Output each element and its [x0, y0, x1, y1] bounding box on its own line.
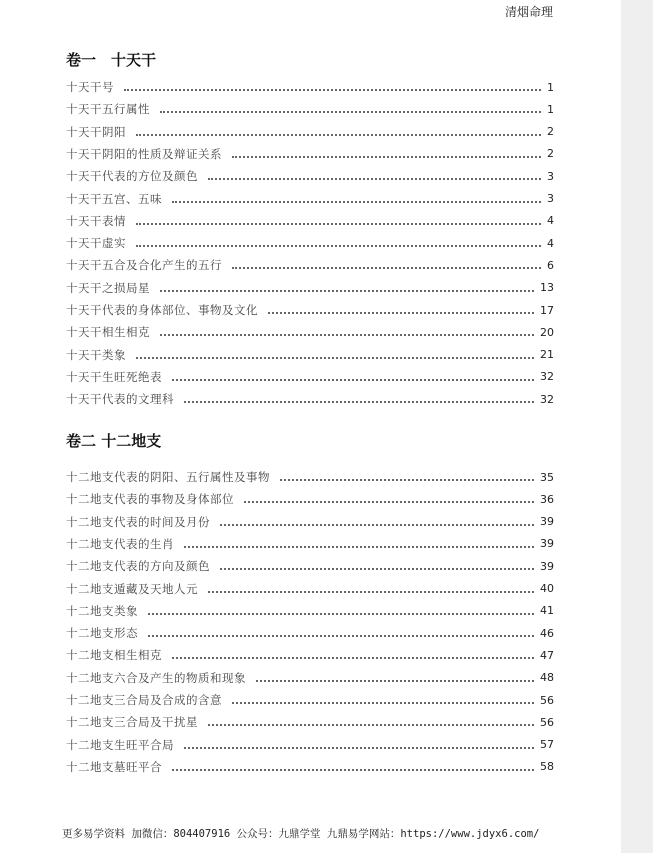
toc-entry-page: 57 — [540, 738, 554, 752]
toc-leader-dots — [172, 769, 534, 771]
toc-entry-label: 十二地支相生相克 — [66, 648, 162, 663]
toc-entry-label: 十二地支代表的时间及月份 — [66, 514, 210, 529]
toc-entry[interactable] — [66, 622, 554, 644]
toc-entry-page: 39 — [540, 559, 554, 573]
toc-leader-dots — [148, 635, 534, 637]
toc-entry-label: 十天干五宫、五味 — [66, 191, 162, 206]
toc-entry-page: 56 — [540, 715, 554, 729]
toc-entry-label: 十二地支形态 — [66, 626, 138, 641]
toc-entry-page: 1 — [547, 80, 554, 94]
toc-entry-page: 46 — [540, 626, 554, 640]
toc-leader-dots — [172, 657, 534, 659]
toc-entry[interactable] — [66, 254, 554, 276]
toc-entry-label: 十二地支代表的阴阳、五行属性及事物 — [66, 470, 270, 484]
toc-entry-label: 十天干五行属性 — [66, 102, 150, 117]
toc-entry-label: 十二地支三合局及合成的含意 — [66, 693, 222, 707]
toc-leader-dots — [124, 89, 541, 91]
toc-entry-label: 十天干相生相克 — [66, 325, 150, 340]
toc-leader-dots — [136, 134, 541, 136]
toc-entry-label: 十二地支墓旺平合 — [66, 759, 162, 774]
toc-entry-label: 十二地支代表的事物及身体部位 — [66, 492, 234, 507]
toc-leader-dots — [160, 334, 534, 336]
toc-entry-label: 十二地支三合局及干扰星 — [66, 715, 198, 730]
toc-entry[interactable] — [66, 466, 554, 488]
toc-entry[interactable] — [66, 689, 554, 711]
toc-leader-dots — [280, 479, 534, 481]
toc-entry-page: 4 — [547, 236, 554, 250]
toc-leader-dots — [220, 568, 534, 570]
toc-leader-dots — [172, 379, 534, 381]
toc-leader-dots — [184, 747, 534, 749]
toc-entry[interactable] — [66, 121, 554, 143]
toc-leader-dots — [184, 546, 534, 548]
toc-leader-dots — [244, 501, 534, 503]
toc-entry-page: 1 — [547, 102, 554, 116]
toc-leader-dots — [136, 245, 541, 247]
toc-entry[interactable] — [66, 232, 554, 254]
toc-entry-page: 32 — [540, 370, 554, 384]
toc-leader-dots — [208, 178, 541, 180]
toc-entry-label: 十二地支遁藏及天地人元 — [66, 581, 198, 596]
page-footer: 更多易学资料 加微信：804407916 公众号：九鼎学堂 九鼎易学网站：https://www.jdyx6.com/ — [62, 828, 540, 840]
section-title-1: 卷一 十天干 — [66, 51, 157, 69]
toc-entry[interactable] — [66, 344, 554, 366]
toc-leader-dots — [172, 201, 541, 203]
toc-entry-page: 4 — [547, 214, 554, 228]
toc-entry[interactable] — [66, 98, 554, 120]
toc-entry-page: 3 — [547, 192, 554, 205]
toc-entry-page: 35 — [540, 470, 554, 484]
toc-leader-dots — [232, 156, 541, 158]
toc-entry[interactable] — [66, 165, 554, 187]
toc-entry-page: 39 — [540, 537, 554, 551]
toc-leader-dots — [232, 267, 541, 269]
toc-leader-dots — [136, 223, 541, 225]
toc-entry[interactable] — [66, 711, 554, 733]
toc-entry-label: 十天干生旺死绝表 — [66, 369, 162, 384]
toc-entry-page: 36 — [540, 492, 554, 506]
toc-entry-label: 十天干类象 — [66, 347, 126, 362]
toc-entry-page: 21 — [540, 348, 554, 362]
toc-entry-label: 十二地支类象 — [66, 603, 138, 618]
toc-leader-dots — [268, 312, 534, 314]
toc-entry[interactable] — [66, 277, 554, 299]
toc-entry-page: 47 — [540, 648, 554, 662]
toc-entry-page: 17 — [540, 303, 554, 317]
toc-leader-dots — [148, 613, 534, 615]
section-title-2: 卷二 十二地支 — [66, 432, 162, 450]
toc-entry-label: 十天干代表的文理科 — [66, 392, 174, 407]
toc-entry-page: 6 — [547, 258, 554, 272]
toc-entry-page: 13 — [540, 281, 554, 295]
toc-leader-dots — [136, 357, 534, 359]
toc-entry-page: 32 — [540, 392, 554, 406]
toc-entry-page: 3 — [547, 169, 554, 183]
toc-entry-label: 十天干表情 — [66, 213, 126, 228]
toc-entry-page: 56 — [540, 693, 554, 707]
toc-entry-label: 十天干号 — [66, 80, 114, 94]
toc-entry-label: 十二地支代表的生肖 — [66, 536, 174, 551]
toc-leader-dots — [160, 290, 534, 292]
toc-entry[interactable] — [66, 388, 554, 410]
toc-leader-dots — [160, 111, 541, 113]
toc-entry-page: 40 — [540, 582, 554, 595]
toc-entry-page: 48 — [540, 671, 554, 685]
toc-entry[interactable] — [66, 511, 554, 533]
toc-entry[interactable] — [66, 366, 554, 388]
toc-entry[interactable] — [66, 533, 554, 555]
toc-entry[interactable] — [66, 210, 554, 232]
toc-entry[interactable] — [66, 667, 554, 689]
toc-entry[interactable] — [66, 299, 554, 321]
toc-entry-label: 十天干虚实 — [66, 236, 126, 251]
toc-entry-label: 十天干之损局星 — [66, 280, 150, 295]
toc-entry[interactable] — [66, 143, 554, 165]
toc-leader-dots — [220, 524, 534, 526]
toc-entry[interactable] — [66, 756, 554, 778]
toc-entry-page: 58 — [540, 760, 554, 774]
toc-entry-label: 十二地支六合及产生的物质和现象 — [66, 670, 246, 685]
toc-entry[interactable] — [66, 188, 554, 210]
toc-leader-dots — [232, 702, 534, 704]
toc-entry[interactable] — [66, 644, 554, 666]
toc-entry-page: 2 — [547, 125, 554, 139]
toc-entry-label: 十二地支生旺平合局 — [66, 737, 174, 752]
toc-entry[interactable] — [66, 578, 554, 600]
toc-leader-dots — [208, 724, 534, 726]
toc-entry-page: 20 — [540, 325, 554, 339]
toc-entry-label: 十天干阴阳的性质及辩证关系 — [66, 146, 222, 161]
toc-entry-label: 十天干阴阳 — [66, 124, 126, 139]
page-header: 清烟命理 — [504, 5, 553, 19]
toc-leader-dots — [208, 591, 534, 593]
toc-entry-page: 39 — [540, 515, 554, 529]
toc-entry[interactable] — [66, 734, 554, 756]
toc-leader-dots — [256, 680, 534, 682]
toc-entry-page: 41 — [540, 604, 554, 618]
toc-entry-page: 2 — [547, 147, 554, 161]
toc-entry[interactable] — [66, 555, 554, 577]
toc-entry-label: 十天干代表的方位及颜色 — [66, 169, 198, 184]
toc-entry[interactable] — [66, 488, 554, 510]
viewer-gutter — [621, 0, 653, 853]
toc-entry-label: 十二地支代表的方向及颜色 — [66, 559, 210, 574]
toc-entry-label: 十天干代表的身体部位、事物及文化 — [66, 303, 258, 317]
toc-entry[interactable] — [66, 321, 554, 343]
toc-entry-label: 十天干五合及合化产生的五行 — [66, 258, 222, 273]
toc-leader-dots — [184, 401, 534, 403]
toc-entry[interactable] — [66, 600, 554, 622]
toc-entry[interactable] — [66, 76, 554, 98]
